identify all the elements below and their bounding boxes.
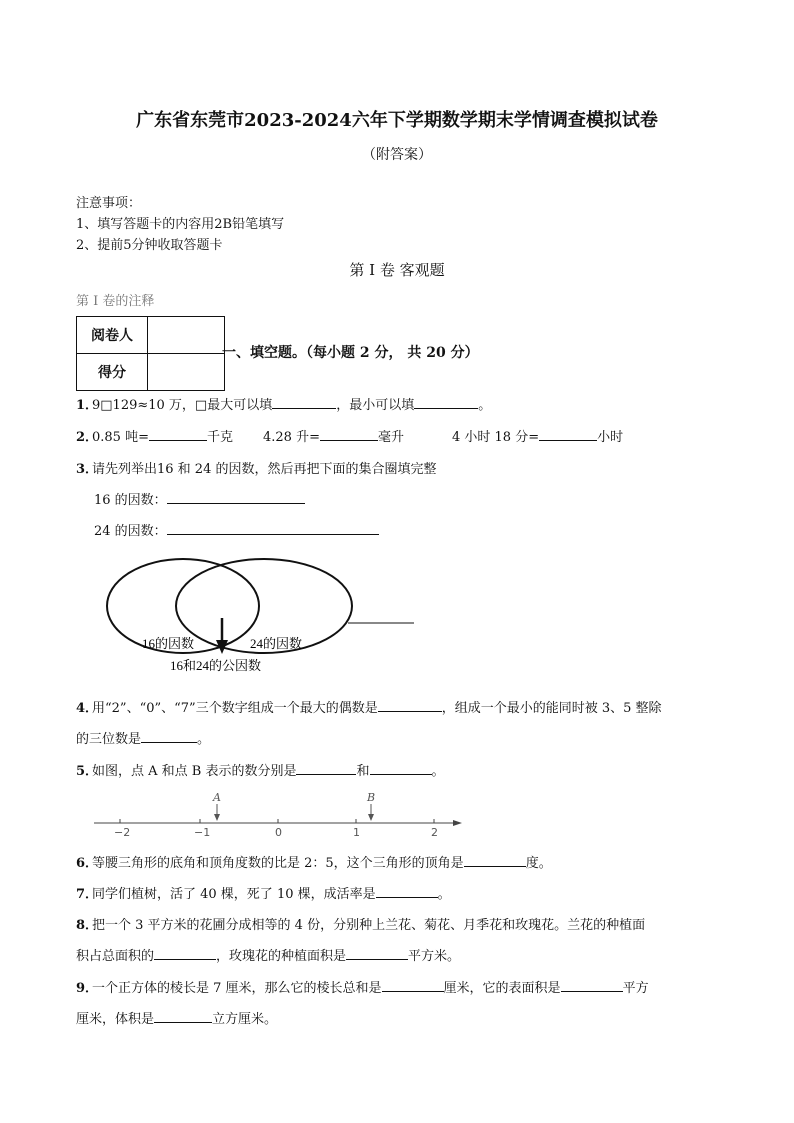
answer-blank[interactable] — [464, 852, 526, 867]
question-9: 9．一个正方体的棱长是 7 厘米，那么它的棱长总和是 厘米，它的表面积是 平方 — [76, 977, 649, 996]
answer-blank[interactable] — [378, 697, 442, 712]
score-label: 得分 — [77, 354, 148, 391]
venn-diagram — [100, 552, 430, 682]
question-1: 1．9□129≈10 万，□最大可以填 ，最小可以填 。 — [76, 394, 491, 413]
answer-blank[interactable] — [376, 883, 438, 898]
answer-blank[interactable] — [346, 945, 408, 960]
note-item: 1、填写答题卡的内容用2B铅笔填写 — [76, 217, 285, 232]
question-number: 2． — [76, 430, 99, 445]
reviewer-label: 阅卷人 — [77, 317, 148, 354]
section-note: 第 I 卷的注释 — [76, 294, 155, 309]
tick-label: 0 — [275, 826, 282, 839]
question-number: 3． — [76, 462, 99, 477]
answer-blank[interactable] — [370, 760, 432, 775]
answer-blank[interactable] — [320, 426, 378, 441]
axis-arrow — [453, 820, 462, 826]
number-line — [90, 788, 466, 840]
tick-label: −1 — [194, 826, 211, 839]
notes-heading: 注意事项： — [76, 196, 142, 211]
score-table — [76, 316, 225, 391]
point-a-arrowhead — [214, 814, 220, 821]
question-6: 6．等腰三角形的底角和顶角度数的比是 2：5，这个三角形的顶角是 度。 — [76, 852, 552, 871]
question-4-cont: 的三位数是 。 — [76, 728, 210, 747]
question-3: 3．请先列举出16 和 24 的因数，然后再把下面的集合圈填完整 — [76, 458, 436, 477]
answer-blank[interactable] — [296, 760, 356, 775]
answer-blank[interactable] — [167, 520, 379, 535]
reviewer-cell[interactable] — [148, 317, 225, 354]
answer-blank[interactable] — [539, 426, 597, 441]
answer-blank[interactable] — [154, 945, 216, 960]
question-number: 7． — [76, 887, 99, 902]
answer-blank[interactable] — [149, 426, 207, 441]
answer-blank[interactable] — [561, 977, 623, 992]
question-7: 7．同学们植树，活了 40 棵，死了 10 棵，成活率是 。 — [76, 883, 451, 902]
venn-label-right: 24的因数 — [250, 636, 303, 651]
tick-label: 1 — [353, 826, 360, 839]
document-title: 广东省东莞市2023-2024六年下学期数学期末学情调查模拟试卷 — [136, 110, 658, 131]
answer-blank[interactable] — [141, 728, 197, 743]
document-subtitle: （附答案） — [362, 147, 432, 163]
question-number: 5． — [76, 764, 99, 779]
tick-label: −2 — [114, 826, 131, 839]
factors-16-line: 16 的因数： — [94, 489, 305, 508]
answer-blank[interactable] — [414, 394, 478, 409]
question-8: 8．把一个 3 平方米的花圃分成相等的 4 份，分别种上兰花、菊花、月季花和玫瑰花。兰花的种植面 — [76, 914, 645, 933]
point-a-label: A — [213, 791, 221, 804]
question-number: 1． — [76, 398, 99, 413]
point-b-arrowhead — [368, 814, 374, 821]
question-2: 2．0.85 吨= 千克 4.28 升= 毫升 4 小时 18 分= 小时 — [76, 426, 623, 445]
note-item: 2、提前5分钟收取答题卡 — [76, 238, 223, 253]
question-number: 9． — [76, 981, 99, 996]
answer-blank[interactable] — [167, 489, 305, 504]
question-5: 5．如图，点 A 和点 B 表示的数分别是 和 。 — [76, 760, 445, 779]
answer-blank[interactable] — [154, 1008, 212, 1023]
question-8-cont: 积占总面积的 ，玫瑰花的种植面积是 平方米。 — [76, 945, 460, 964]
answer-blank[interactable] — [272, 394, 336, 409]
question-4: 4．用“2”、“0”、“7”三个数字组成一个最大的偶数是 ，组成一个最小的能同时被 3、5 整除 — [76, 697, 662, 716]
factors-24-line: 24 的因数： — [94, 520, 379, 539]
score-cell[interactable] — [148, 354, 225, 391]
question-number: 8． — [76, 918, 99, 933]
question-number: 6． — [76, 856, 99, 871]
point-b-label: B — [367, 791, 376, 804]
venn-label-left: 16的因数 — [142, 636, 195, 651]
part1-title: 一、填空题。（每小题 2 分， 共 20 分） — [222, 345, 479, 361]
question-9-cont: 厘米，体积是 立方厘米。 — [76, 1008, 277, 1027]
tick-label: 2 — [431, 826, 438, 839]
answer-blank[interactable] — [382, 977, 444, 992]
question-number: 4． — [76, 701, 99, 716]
venn-label-common: 16和24的公因数 — [170, 658, 262, 673]
section-title: 第 I 卷 客观题 — [349, 261, 445, 279]
